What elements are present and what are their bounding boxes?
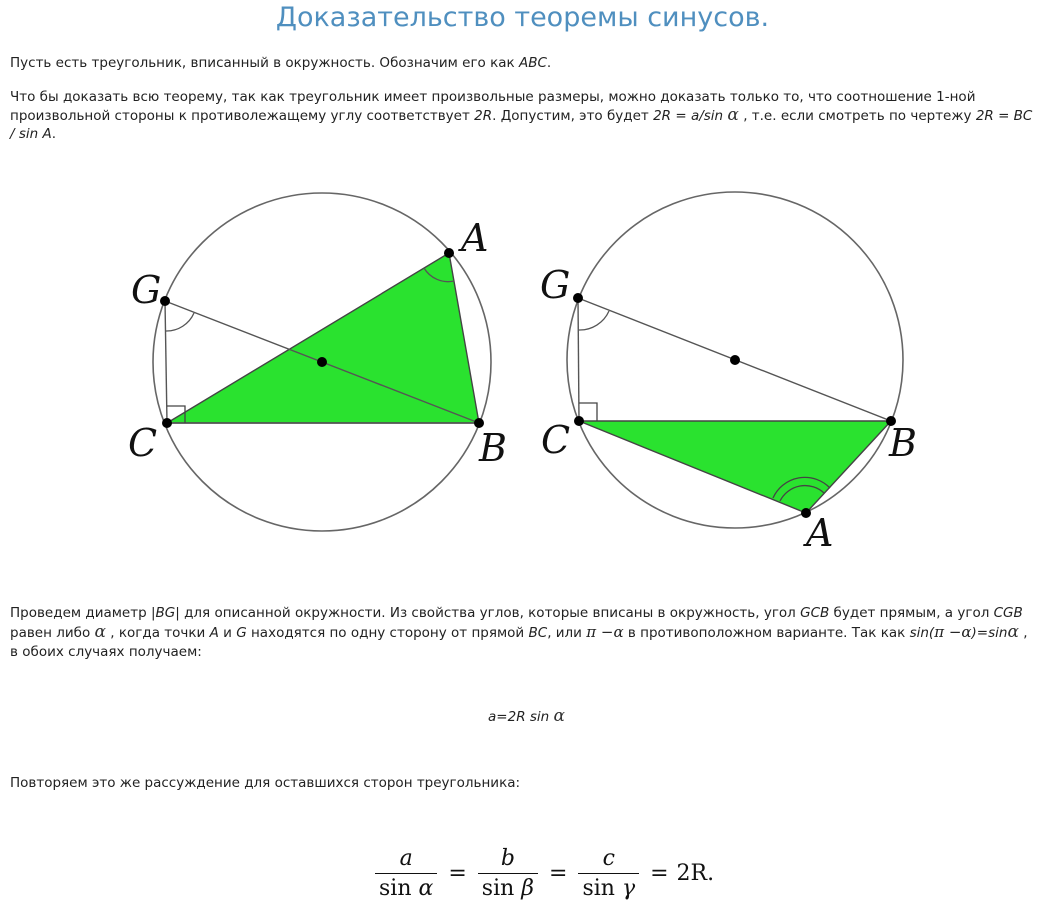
sin-fn-3: sin bbox=[582, 875, 615, 901]
left-label-a: A bbox=[461, 216, 489, 260]
page-title: Доказательство теоремы синусов. bbox=[275, 2, 770, 33]
formula-a-text: a=2R sin bbox=[488, 709, 554, 725]
left-center-point bbox=[317, 357, 327, 367]
sin-fn-1: sin bbox=[379, 875, 412, 901]
proof-text-9: в противоположном варианте. Так как bbox=[623, 625, 910, 641]
formula-rhs-2r: 2R. bbox=[676, 860, 715, 886]
numerator-a: a bbox=[399, 845, 413, 871]
intro-paragraph bbox=[10, 54, 1035, 72]
greek-beta: β bbox=[521, 875, 535, 901]
point-a: A bbox=[209, 625, 219, 641]
denominator-sin-alpha bbox=[375, 873, 437, 901]
right-center-point bbox=[730, 355, 740, 365]
approach-text-3: , т.е. если смотреть по чертежу bbox=[738, 108, 976, 124]
left-point-g bbox=[160, 296, 170, 306]
pi-minus-alpha-2: π −α bbox=[934, 623, 972, 641]
approach-formula-2: 2R = BC / sin A bbox=[10, 108, 1033, 142]
point-g: G bbox=[236, 625, 247, 641]
approach-paragraph bbox=[10, 88, 1035, 143]
equals-sign: = bbox=[650, 860, 669, 886]
right-label-c: C bbox=[541, 418, 571, 462]
right-angle-arc-g bbox=[579, 311, 609, 330]
right-label-a: A bbox=[806, 511, 834, 555]
fraction-a bbox=[375, 846, 437, 901]
formula-alpha: α bbox=[553, 706, 565, 726]
proof-text-4: равен либо bbox=[10, 625, 95, 641]
right-diagram bbox=[540, 192, 917, 555]
numerator-c: c bbox=[602, 845, 615, 871]
right-point-c bbox=[574, 416, 584, 426]
left-angle-arc-g bbox=[166, 313, 194, 331]
proof-text-8: , или bbox=[547, 625, 587, 641]
proof-text-10: , в обоих случаях получаем: bbox=[10, 625, 1028, 660]
triangle-diagrams bbox=[0, 150, 1045, 560]
fraction-c bbox=[578, 846, 639, 901]
right-segment-cg bbox=[578, 298, 579, 421]
intro-text: Пусть есть треугольник, вписанный в окружность. Обозначим его как bbox=[10, 55, 519, 71]
proof-text-6: и bbox=[218, 625, 237, 641]
left-point-a bbox=[444, 248, 454, 258]
right-label-b: B bbox=[889, 421, 917, 465]
proof-text-1: Проведем диаметр | bbox=[10, 605, 156, 621]
alpha-symbol: α bbox=[94, 622, 106, 642]
fraction-b bbox=[478, 846, 538, 901]
angle-cgb: CGB bbox=[993, 605, 1023, 621]
right-label-g: G bbox=[540, 263, 571, 307]
right-triangle-fill bbox=[579, 421, 891, 513]
approach-2r: 2R bbox=[474, 108, 493, 124]
proof-paragraph bbox=[10, 604, 1035, 662]
proof-text-5: , когда точки bbox=[106, 625, 210, 641]
sin-fn-2: sin bbox=[481, 875, 515, 901]
left-diagram bbox=[128, 193, 507, 531]
proof-text-2: | для описанной окружности. Из свойства углов, которые вписаны в окружность, угол bbox=[175, 605, 801, 621]
approach-text-2: . Допустим, это будет bbox=[492, 108, 654, 124]
proof-text-7: находятся по одну сторону от прямой bbox=[246, 625, 529, 641]
denominator-sin-gamma bbox=[578, 873, 639, 901]
law-of-sines-formula bbox=[372, 838, 714, 908]
pi-minus-alpha: π −α bbox=[586, 623, 624, 641]
approach-text-1: Что бы доказать всю теорему, так как треугольник имеет произвольные размеры, можно доказать только то, что соотношение 1-ной произвольной стороны к противолежащему углу соответствует bbox=[10, 89, 976, 124]
sin-identity-2: )=sin bbox=[971, 625, 1008, 641]
equals-sign: = bbox=[448, 860, 467, 886]
right-point-g bbox=[573, 293, 583, 303]
denominator-sin-beta bbox=[478, 873, 538, 901]
alpha-symbol-2: α bbox=[1007, 622, 1019, 642]
proof-text-3: будет прямым, а угол bbox=[829, 605, 994, 621]
triangle-name: ABC bbox=[518, 55, 547, 71]
left-label-b: B bbox=[479, 426, 507, 470]
line-bc: BC bbox=[528, 625, 548, 641]
left-label-c: C bbox=[128, 421, 158, 465]
diameter-bg: BG bbox=[155, 605, 176, 621]
greek-gamma: γ bbox=[621, 875, 636, 901]
repeat-paragraph: Повторяем это же рассуждение для оставшихся сторон треугольника: bbox=[10, 775, 521, 791]
numerator-b: b bbox=[500, 845, 515, 871]
left-point-c bbox=[162, 418, 172, 428]
greek-alpha: α bbox=[418, 875, 434, 901]
approach-formula-1: 2R = a/sin bbox=[653, 108, 728, 124]
left-triangle-fill bbox=[167, 253, 479, 423]
formula-a-2r-sin bbox=[0, 706, 1045, 726]
approach-text-4: . bbox=[51, 126, 57, 142]
left-label-g: G bbox=[131, 268, 162, 312]
equals-sign: = bbox=[549, 860, 568, 886]
sin-identity-1: sin( bbox=[909, 625, 935, 641]
left-segment-cg bbox=[165, 301, 167, 423]
angle-gcb: GCB bbox=[800, 605, 830, 621]
intro-end: . bbox=[546, 55, 552, 71]
alpha-symbol: α bbox=[727, 105, 739, 125]
